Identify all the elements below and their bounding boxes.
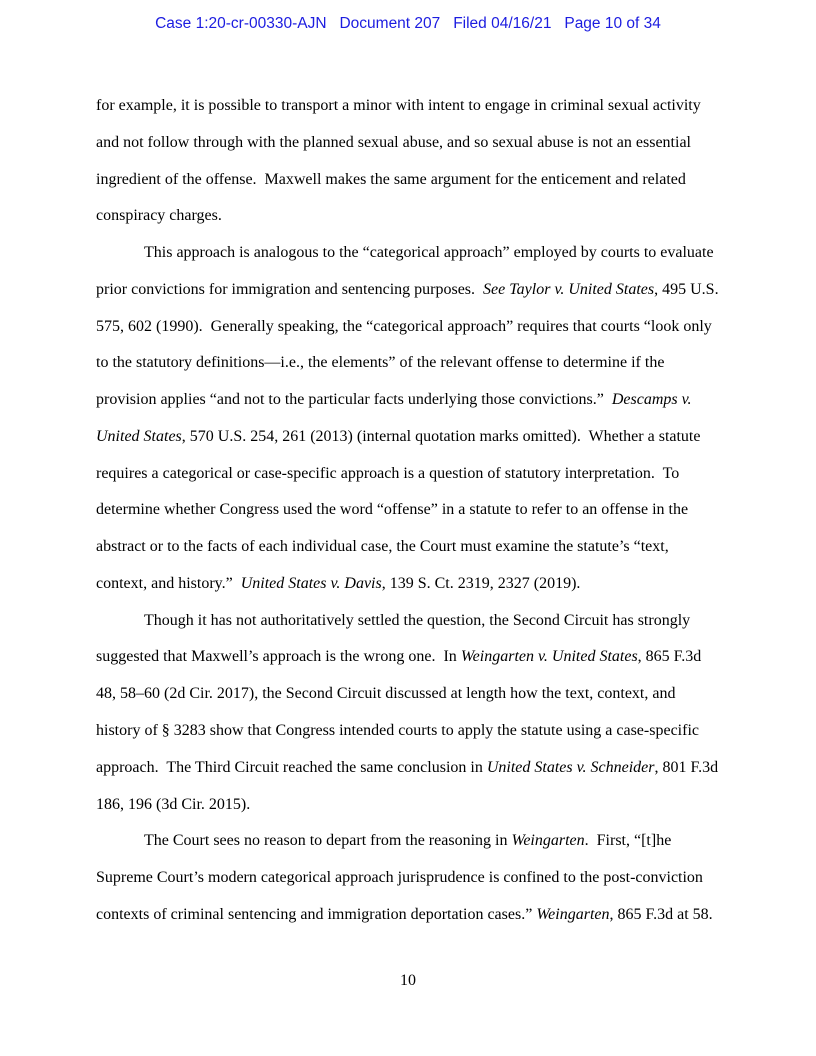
case-citation: United States v. Schneider xyxy=(486,758,655,776)
case-citation: Descamps v. United States xyxy=(96,391,696,445)
text-run: , 139 S. Ct. 2319, 2327 (2019). xyxy=(381,574,581,592)
text-run: This approach is analogous to the “categorical approach” employed by courts to evaluate prior convictions for immigration and sentencing purposes. xyxy=(96,244,718,298)
page-number: 10 xyxy=(400,972,416,989)
document-body xyxy=(96,88,721,934)
paragraph xyxy=(96,235,721,603)
text-run: , 495 U.S. 575, 602 (1990). Generally speaking, the “categorical approach” requires that courts “look only to the statutory definitions—i.e., the elements” of the relevant offense to determine if the provision applies “and not to the particular facts underlying those convictions.” xyxy=(96,280,723,409)
paragraph xyxy=(96,603,721,824)
text-run: , 801 F.3d 186, 196 (3d Cir. 2015). xyxy=(96,758,723,813)
case-citation: Weingarten v. United States xyxy=(460,648,638,666)
text-run: Though it has not authoritatively settled the question, the Second Circuit has strongly suggested that Maxwell’s approach is the wrong one. In xyxy=(96,611,695,666)
paragraph xyxy=(96,823,721,933)
text-run: . First, “[t]he Supreme Court’s modern categorical approach jurisprudence is confined to the post-conviction contexts of criminal sentencing and immigration deportation cases.” xyxy=(96,832,707,923)
text-run: , 865 F.3d at 58. xyxy=(609,905,713,923)
case-citation: See Taylor v. United States xyxy=(483,280,655,298)
text-run: for example, it is possible to transport a minor with intent to engage in criminal sexual activity and not follow through with the planned sexual abuse, and so sexual abuse is not an essential ingredient of the offense. Maxwell makes the same argument for the enticement and related conspiracy charges. xyxy=(96,97,705,225)
case-citation: Weingarten xyxy=(511,832,585,850)
case-header-stamp: Case 1:20-cr-00330-AJN Document 207 Filed 04/16/21 Page 10 of 34 xyxy=(155,15,661,32)
text-run: , 865 F.3d 48, 58–60 (2d Cir. 2017), the Second Circuit discussed at length how the text, context, and history of § 3283 show that Congress intended courts to apply the statute using a case-specific approach. The Third Circuit reached the same conclusion in xyxy=(96,648,706,776)
case-citation: Weingarten xyxy=(536,905,610,923)
text-run: , 570 U.S. 254, 261 (2013) (internal quotation marks omitted). Whether a statute requires a categorical or case-specific approach is a question of statutory interpretation. To determine whether Congress used the word “offense” in a statute to refer to an offense in the abstract or to the facts of each individual case, the Court must examine the statute’s “text, context, and history.” xyxy=(96,427,705,592)
text-run: The Court sees no reason to depart from the reasoning in xyxy=(144,832,512,850)
case-citation: United States v. Davis xyxy=(240,574,382,592)
paragraph xyxy=(96,88,721,235)
